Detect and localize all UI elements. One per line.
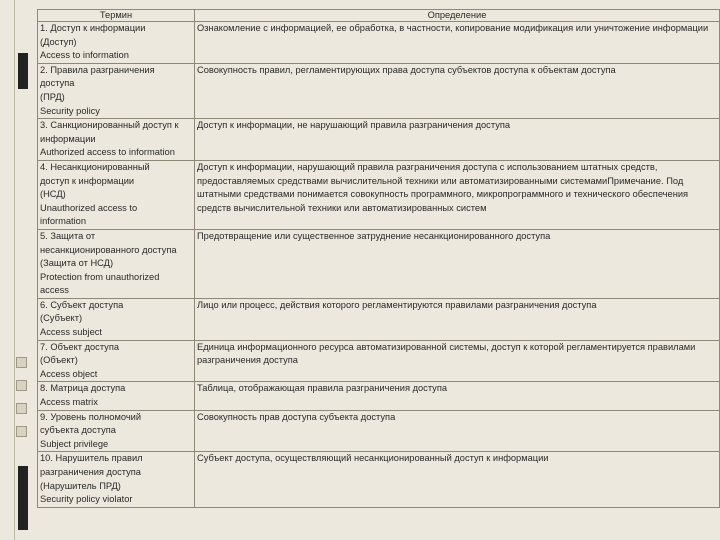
table-row	[38, 22, 720, 64]
term-line: Subject privilege	[40, 438, 109, 449]
term-line: несанкционированного доступа	[40, 244, 177, 255]
table-row	[38, 452, 720, 507]
decor-bar-bottom	[18, 466, 28, 530]
table-row	[38, 298, 720, 340]
term-line: Access matrix	[40, 397, 98, 408]
header-row	[38, 10, 720, 22]
term-cell	[38, 160, 195, 229]
term-line: 9. Уровень полномочий	[40, 411, 142, 422]
term-column-header: Термин	[38, 10, 195, 22]
term-line: information	[40, 216, 86, 227]
definitions-table	[37, 9, 720, 508]
definition-cell: Доступ к информации, нарушающий правила разграничения доступа с использованием штатных средств, предоставляемых средствами вычислительной техники или автоматизированными системамиПримечание. Под штатными средствами понимается совокупность программного, микропрограммного и технического обеспечения средств вычислительной техники или автоматизированных систем	[195, 160, 720, 229]
definition-cell: Ознакомление с информацией, ее обработка, в частности, копирование модификация или уничтожение информации	[195, 22, 720, 64]
term-cell	[38, 119, 195, 161]
decor-square	[16, 403, 27, 414]
term-line: субъекта доступа	[40, 425, 116, 436]
definition-cell: Совокупность правил, регламентирующих права доступа субъектов доступа к объектам доступа	[195, 63, 720, 118]
table-row	[38, 229, 720, 298]
term-cell	[38, 229, 195, 298]
decor-square	[16, 357, 27, 368]
table-row	[38, 160, 720, 229]
term-line: 5. Защита от	[40, 230, 96, 241]
term-line: (Нарушитель ПРД)	[40, 480, 121, 491]
term-line: Unauthorized access to	[40, 202, 138, 213]
definition-cell: Предотвращение или существенное затруднение несанкционированного доступа	[195, 229, 720, 298]
term-line: 1. Доступ к информации	[40, 23, 146, 33]
definition-cell: Единица информационного ресурса автоматизированной системы, доступ к которой регламентируется правилами разграничения доступа	[195, 340, 720, 382]
term-cell	[38, 382, 195, 410]
term-line: Access subject	[40, 327, 103, 338]
term-line: 8. Матрица доступа	[40, 383, 126, 394]
decor-bar-top	[18, 53, 28, 89]
term-cell	[38, 63, 195, 118]
term-line: 3. Санкционированный доступ к	[40, 120, 179, 131]
term-line: (Доступ)	[40, 36, 77, 47]
term-cell	[38, 340, 195, 382]
term-line: (Объект)	[40, 355, 78, 366]
definition-column-header: Определение	[195, 10, 720, 22]
term-line: (Защита от НСД)	[40, 258, 114, 269]
term-line: 2. Правила разграничения	[40, 64, 155, 75]
term-line: доступ к информации	[40, 175, 135, 186]
term-cell	[38, 452, 195, 507]
definition-cell: Лицо или процесс, действия которого регламентируются правилами разграничения доступа	[195, 298, 720, 340]
term-line: (ПРД)	[40, 91, 65, 102]
definition-cell: Совокупность прав доступа субъекта доступа	[195, 410, 720, 452]
term-line: разграничения доступа	[40, 467, 141, 477]
term-line: Security policy	[40, 105, 100, 116]
term-line: Protection from unauthorized	[40, 271, 160, 282]
term-cell	[38, 22, 195, 64]
term-line: Access object	[40, 368, 98, 379]
term-line: информации	[40, 133, 96, 144]
table-row	[38, 63, 720, 118]
term-line: Access to information	[40, 50, 129, 61]
definition-cell: Доступ к информации, не нарушающий правила разграничения доступа	[195, 119, 720, 161]
slide-left-border	[14, 0, 15, 540]
term-line: 4. Несанкционированный	[40, 161, 150, 172]
term-line: 7. Объект доступа	[40, 341, 120, 352]
term-line: 10. Нарушитель правил	[40, 453, 143, 464]
term-line: доступа	[40, 78, 75, 89]
decor-square	[16, 426, 27, 437]
term-line: Security policy violator	[40, 494, 133, 505]
term-line: access	[40, 285, 69, 296]
term-cell	[38, 298, 195, 340]
table-row	[38, 410, 720, 452]
table-row	[38, 340, 720, 382]
term-cell	[38, 410, 195, 452]
table-row	[38, 119, 720, 161]
term-line: 6. Субъект доступа	[40, 299, 124, 310]
definition-cell: Субъект доступа, осуществляющий несанкционированный доступ к информации	[195, 452, 720, 507]
term-line: Authorized access to information	[40, 147, 175, 158]
decor-square	[16, 380, 27, 391]
term-line: (Субъект)	[40, 313, 83, 324]
definition-cell: Таблица, отображающая правила разграничения доступа	[195, 382, 720, 410]
table-body	[38, 22, 720, 508]
term-line: (НСД)	[40, 189, 66, 200]
table-row	[38, 382, 720, 410]
